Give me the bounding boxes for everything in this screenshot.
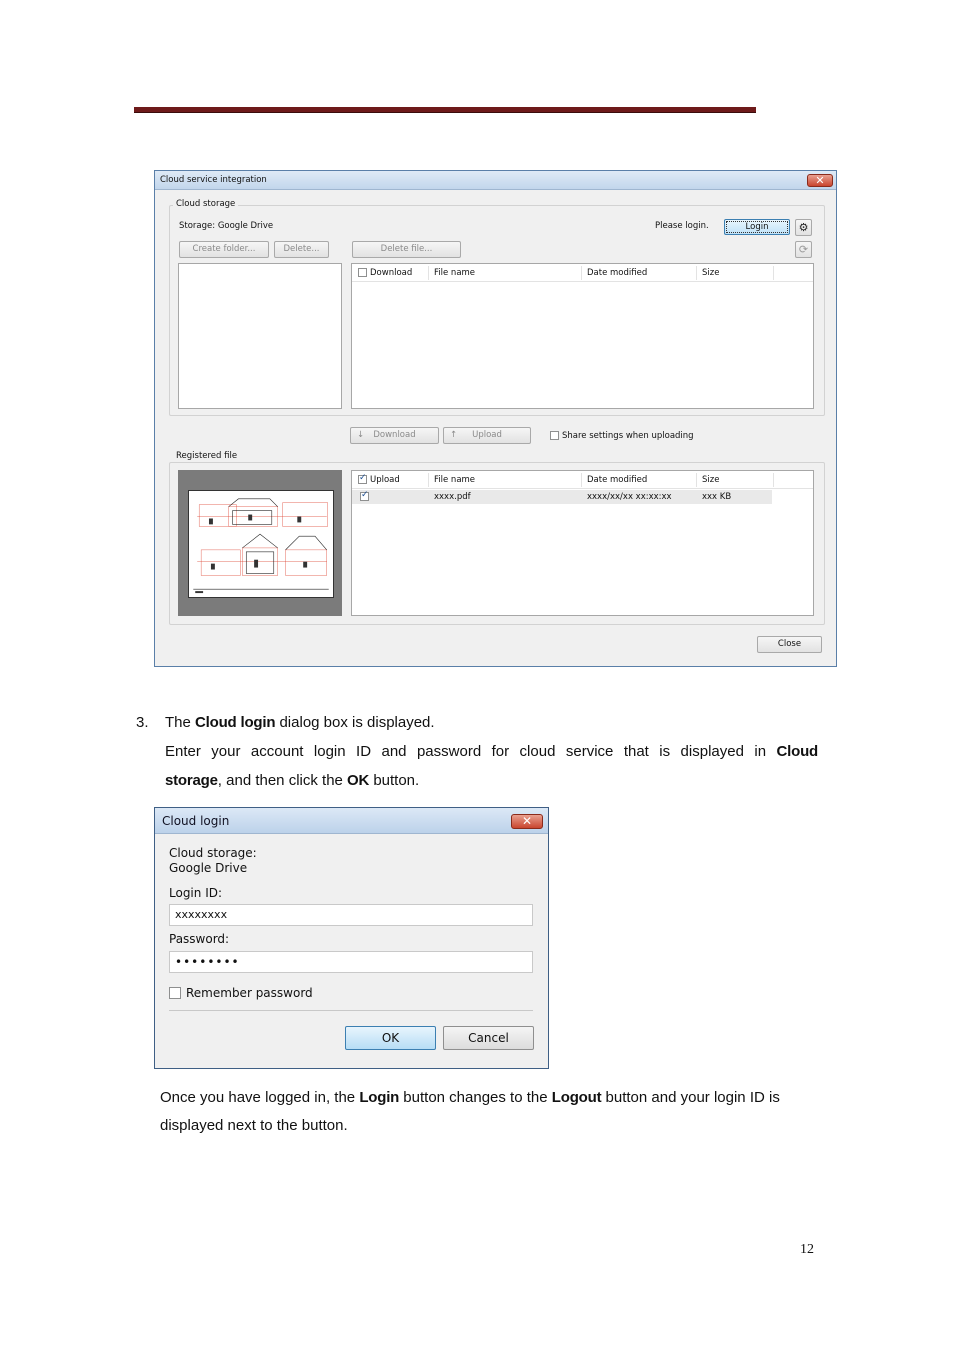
password-input[interactable]: •••••••• [169, 951, 533, 973]
bold-term: Cloud login [195, 714, 276, 731]
cloud-file-list-header [352, 264, 813, 282]
bold-term: storage [165, 772, 218, 789]
remember-password-checkbox[interactable] [169, 987, 181, 999]
login-button[interactable]: Login [724, 219, 790, 235]
login-id-label: Login ID: [169, 886, 223, 900]
create-folder-button[interactable]: Create folder... [179, 241, 269, 258]
registered-file-list[interactable] [351, 470, 814, 616]
cloud-file-list[interactable] [351, 263, 814, 409]
architectural-drawing-thumbnail [188, 490, 334, 598]
login-id-input[interactable]: xxxxxxxx [169, 904, 533, 926]
download-arrow-icon: ↓ [357, 430, 365, 440]
text-run: button and your login ID is [601, 1089, 780, 1106]
storage-label: Storage: Google Drive [179, 221, 274, 231]
settings-gear-icon[interactable]: ⚙ [795, 219, 812, 236]
remember-password-label: Remember password [186, 986, 313, 1000]
text-run: Enter your account login ID and password for cloud service that is displayed in [165, 743, 777, 760]
window-titlebar [155, 171, 836, 190]
upload-button-label: Upload [472, 430, 502, 440]
column-size[interactable]: Size [702, 268, 720, 278]
cloud-storage-label: Cloud storage: [169, 846, 257, 860]
refresh-icon[interactable]: ⟳ [795, 241, 812, 258]
download-button-label: Download [373, 430, 416, 440]
cloud-folder-tree[interactable] [178, 263, 342, 409]
after-line-1 [160, 1083, 780, 1112]
dialog-divider [169, 1010, 533, 1011]
column-size[interactable]: Size [702, 475, 720, 485]
row-upload-checkbox[interactable] [360, 492, 369, 501]
bold-term: Logout [551, 1089, 602, 1106]
cloud-storage-group-label: Cloud storage [173, 199, 238, 209]
text-run: , and then click the [217, 772, 348, 789]
header-rule [134, 107, 756, 113]
row-size: xxx KB [702, 492, 732, 502]
text-run: button changes to the [399, 1089, 552, 1106]
registered-file-list-header [352, 471, 813, 489]
row-date-modified: xxxx/xx/xx xx:xx:xx [587, 492, 672, 502]
step-line-3 [165, 766, 419, 795]
page-number: 12 [800, 1242, 814, 1257]
table-row[interactable] [352, 490, 772, 504]
text-run: The [165, 714, 196, 731]
column-date-modified[interactable]: Date modified [587, 475, 648, 485]
step-line-2 [165, 737, 818, 766]
text-run: dialog box is displayed. [275, 714, 435, 731]
dialog-titlebar [155, 808, 548, 834]
upload-arrow-icon: ↑ [450, 430, 458, 440]
download-all-checkbox[interactable] [358, 268, 367, 277]
registered-file-group-label: Registered file [173, 451, 240, 461]
column-date-modified[interactable]: Date modified [587, 268, 648, 278]
upload-button[interactable] [443, 427, 531, 444]
dialog-close-icon[interactable]: ✕ [511, 814, 543, 829]
bold-term: Cloud [776, 743, 818, 760]
column-download[interactable]: Download [370, 268, 413, 278]
cloud-storage-value: Google Drive [169, 861, 248, 875]
after-line-2: displayed next to the button. [160, 1117, 348, 1134]
row-file-name: xxxx.pdf [434, 492, 471, 502]
dialog-title: Cloud login [162, 814, 230, 828]
password-label: Password: [169, 932, 230, 946]
drawing-preview [178, 470, 342, 616]
column-upload[interactable]: Upload [370, 475, 400, 485]
window-title: Cloud service integration [160, 175, 267, 185]
close-button[interactable]: Close [757, 636, 822, 653]
step-number: 3. [136, 714, 149, 731]
window-close-icon[interactable]: ✕ [807, 174, 833, 187]
login-status: Please login. [655, 221, 709, 231]
download-button[interactable] [350, 427, 439, 444]
bold-term: Login [359, 1089, 400, 1106]
step-line-1 [165, 708, 435, 737]
delete-button[interactable]: Delete... [274, 241, 329, 258]
delete-file-button[interactable]: Delete file... [352, 241, 461, 258]
share-settings-label: Share settings when uploading [562, 431, 694, 441]
ok-button[interactable]: OK [345, 1026, 436, 1050]
upload-all-checkbox[interactable] [358, 475, 367, 484]
column-file-name[interactable]: File name [434, 268, 476, 278]
text-run: button. [369, 772, 420, 789]
cloud-service-integration-window [154, 170, 837, 667]
column-file-name[interactable]: File name [434, 475, 476, 485]
bold-term: OK [347, 772, 370, 789]
cancel-button[interactable]: Cancel [443, 1026, 534, 1050]
share-settings-checkbox[interactable] [550, 431, 559, 440]
cloud-login-dialog [154, 807, 549, 1069]
text-run: Once you have logged in, the [160, 1089, 360, 1106]
